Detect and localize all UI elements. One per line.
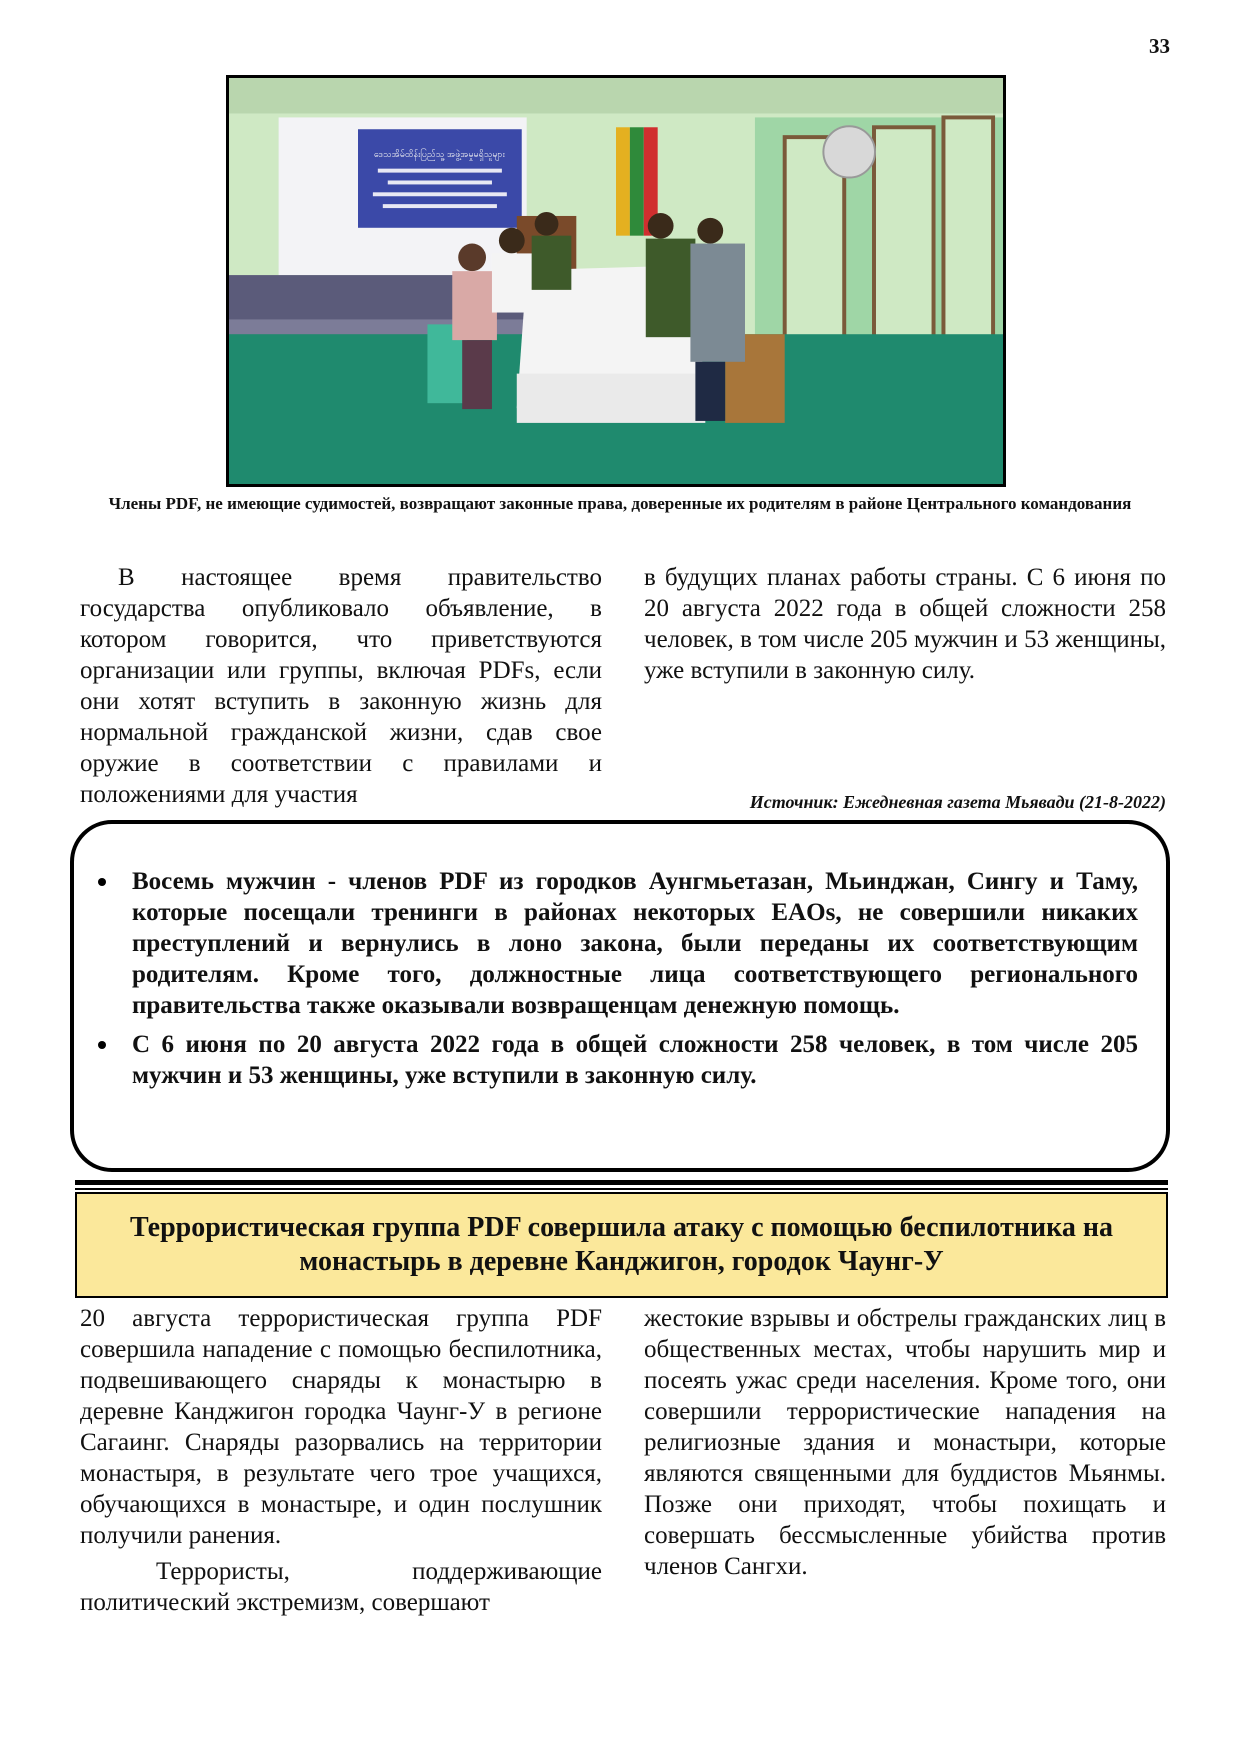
photo-illustration [229, 78, 1003, 484]
news-photo [226, 75, 1006, 487]
section-divider-thin [75, 1188, 1168, 1190]
article2-headline: Террористическая группа PDF совершила атаку с помощью беспилотника на монастырь в деревне Канджигон, городок Чаунг-У [75, 1192, 1168, 1298]
article2-right-text: жестокие взрывы и обстрелы гражданских лиц в общественных местах, чтобы нарушить мир и посеять ужас среди населения. Кроме того, они совершили террористические нападения на религиозные здания и монастыри, которые являются священными для буддистов Мьянмы. Позже они приходят, чтобы похищать и совершать бессмысленные убийства против членов Сангхи. [644, 1305, 1166, 1580]
bullet-icon [98, 1041, 106, 1049]
article2-left-paragraph-2: Террористы, поддерживающие политический экстремизм, совершают [80, 1558, 602, 1616]
page-number: 33 [1149, 34, 1170, 58]
article1-left-column [80, 562, 602, 812]
summary-item-text: Восемь мужчин - членов PDF из городков Аунгмьетазан, Мьинджан, Сингу и Таму, которые посещали тренинги в районах некоторых EAOs, не совершили никаких преступлений и вернулись в лоно закона, были переданы их соответствующим родителям. Кроме того, должностные лица соответствующего регионального правительства также оказывали возвращенцам денежную помощь. [132, 868, 1138, 1019]
photo-caption: Члены PDF, не имеющие судимостей, возвращают законные права, доверенные их родителям в районе Центрального командования [108, 494, 1132, 513]
article1-left-text: В настоящее время правительство государства опубликовало объявление, в котором говорится, что приветствуются организации или группы, включая PDFs, если они хотят вступить в законную жизнь для нормальной гражданской жизни, сдав свое оружие в соответствии с правилами и положениями для участия [80, 564, 602, 808]
article2-right-column [644, 1303, 1166, 1582]
summary-item-text: С 6 июня по 20 августа 2022 года в общей сложности 258 человек, в том числе 205 мужчин и 53 женщины, уже вступили в законную силу. [132, 1031, 1138, 1089]
summary-item [98, 866, 1138, 1021]
article2-left-column [80, 1303, 602, 1653]
summary-list [98, 866, 1138, 1099]
article1-right-column [644, 562, 1166, 686]
slide-text: ဒေသအိမ်ထိန်းပြည်သူ့ အဖွဲ့အမှုမရှိသူများ [373, 149, 505, 160]
section-divider-thick [75, 1180, 1168, 1185]
summary-item [98, 1029, 1138, 1091]
bullet-icon [98, 878, 106, 886]
article2-left-paragraph-1: 20 августа террористическая группа PDF совершила нападение с помощью беспилотника, подвешивающего снаряды к монастырю в деревне Канджигон городка Чаунг-У в регионе Сагаинг. Снаряды разорвались на территории монастыря, в результате чего трое учащихся, обучающихся в монастыре, и один послушник получили ранения. [80, 1305, 602, 1549]
article1-right-text: в будущих планах работы страны. С 6 июня по 20 августа 2022 года в общей сложности 258 человек, в том числе 205 мужчин и 53 женщины, уже вступили в законную силу. [644, 564, 1166, 684]
summary-box [70, 820, 1170, 1172]
article1-source: Источник: Ежедневная газета Мьявади (21-8-2022) [749, 792, 1166, 812]
